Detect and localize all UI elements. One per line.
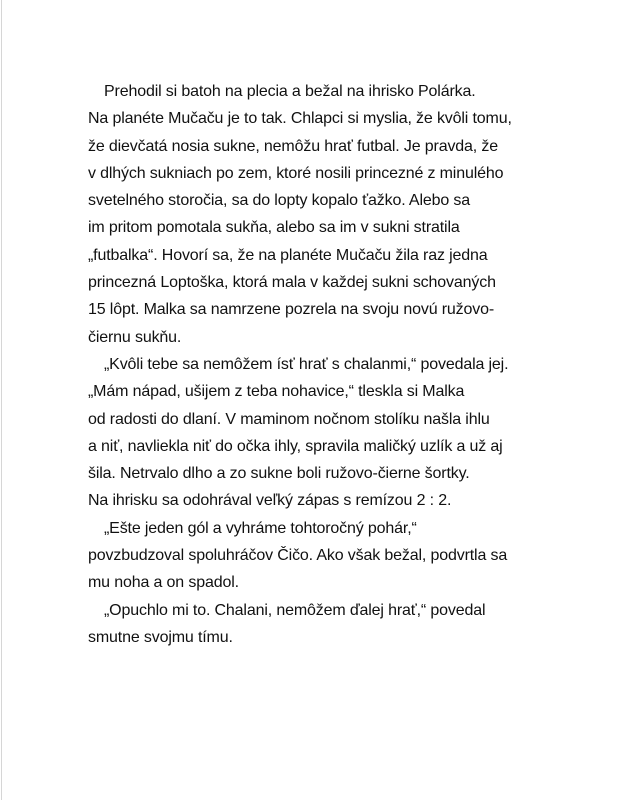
text-line: šila. Netrvalo dlho a zo sukne boli ružovo-čierne šortky. xyxy=(88,465,470,483)
text-line: „Ešte jeden gól a vyhráme tohtoročný pohár,“ xyxy=(104,519,417,537)
text-line: princezná Loptoška, ktorá mala v každej sukni schovaných xyxy=(88,274,496,292)
text-line: Na planéte Mučaču je to tak. Chlapci si myslia, že kvôli tomu, xyxy=(88,110,512,128)
text-line: „futbalka“. Hovorí sa, že na planéte Mučaču žila raz jedna xyxy=(88,246,488,264)
text-line: 15 lôpt. Malka sa namrzene pozrela na svoju novú ružovo- xyxy=(88,301,495,319)
text-line: smutne svojmu tímu. xyxy=(88,628,233,646)
text-line: a niť, navliekla niť do očka ihly, spravila maličký uzlík a už aj xyxy=(88,437,503,455)
text-line: povzbudzoval spoluhráčov Čičo. Ako však bežal, podvrtla sa xyxy=(88,547,508,565)
text-line: od radosti do dlaní. V maminom nočnom stolíku našla ihlu xyxy=(88,410,490,428)
text-line: mu noha a on spadol. xyxy=(88,574,239,592)
text-line: že dievčatá nosia sukne, nemôžu hrať futbal. Je pravda, že xyxy=(88,137,498,155)
text-line: Prehodil si batoh na plecia a bežal na ihrisko Polárka. xyxy=(104,83,476,100)
text-line: im pritom pomotala sukňa, alebo sa im v sukni stratila xyxy=(88,219,460,237)
text-line: Na ihrisku sa odohrával veľký zápas s remízou 2 : 2. xyxy=(88,492,452,510)
page-edge-line xyxy=(1,0,2,800)
text-line: v dlhých sukniach po zem, ktoré nosili princezné z minulého xyxy=(88,164,504,182)
story-text xyxy=(88,78,548,651)
text-line: svetelného storočia, sa do lopty kopalo ťažko. Alebo sa xyxy=(88,192,470,210)
text-line: „Kvôli tebe sa nemôžem ísť hrať s chalanmi,“ povedala jej. xyxy=(104,355,509,373)
text-line: „Opuchlo mi to. Chalani, nemôžem ďalej hrať,“ povedal xyxy=(104,601,486,619)
text-line: čiernu sukňu. xyxy=(88,328,182,346)
text-line: „Mám nápad, ušijem z teba nohavice,“ tleskla si Malka xyxy=(88,383,465,401)
